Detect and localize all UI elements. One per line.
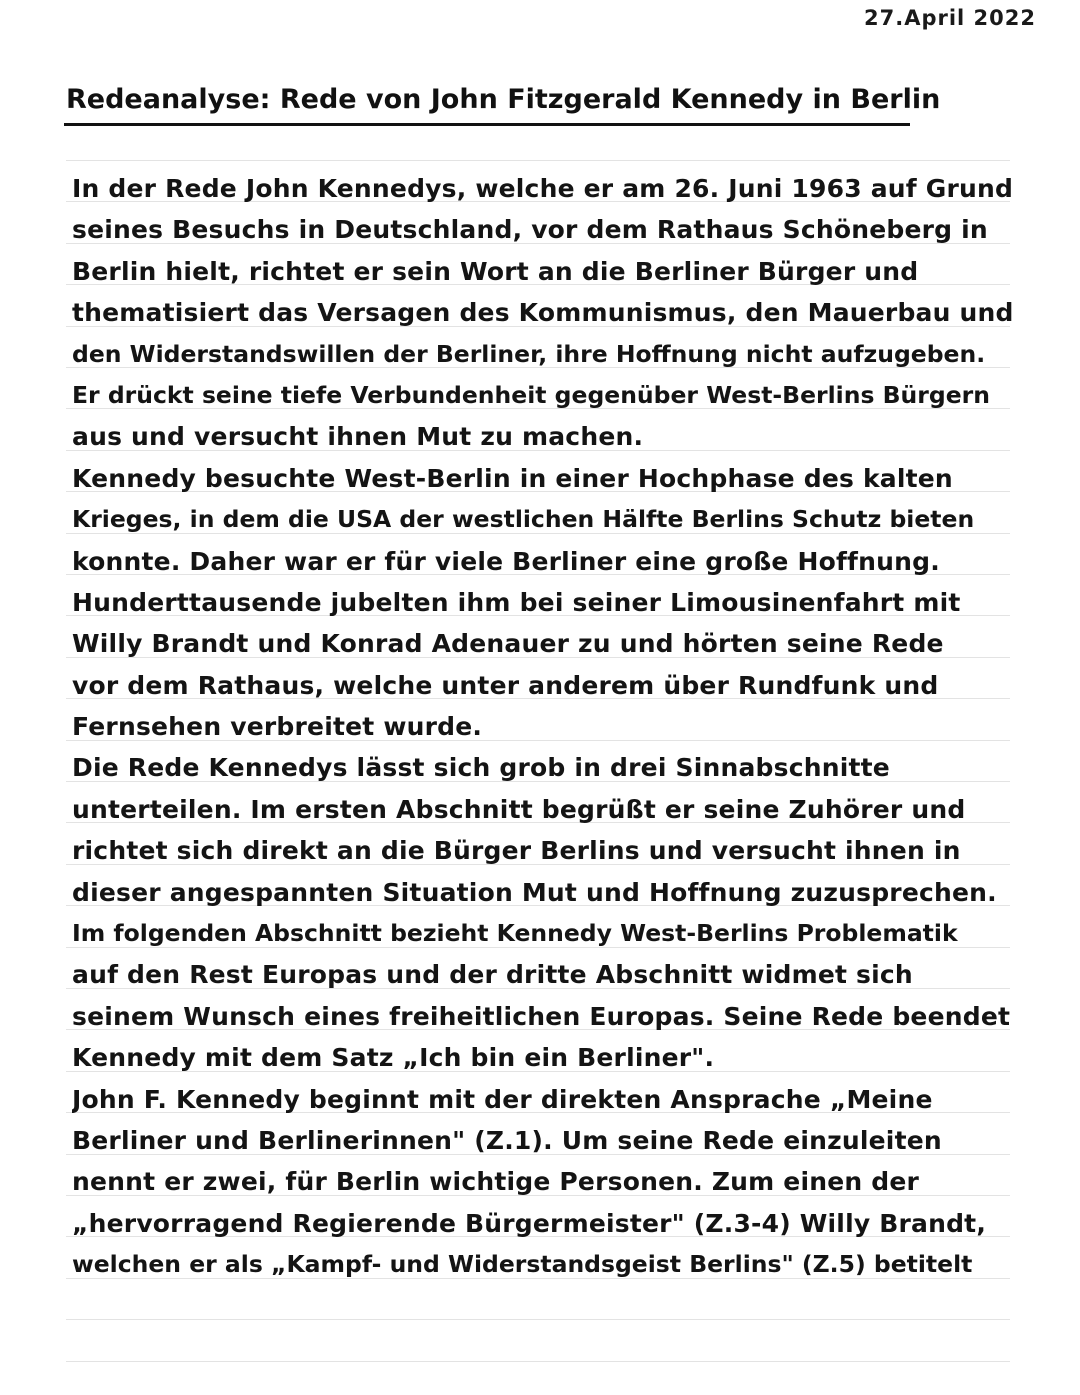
page-title: Redeanalyse: Rede von John Fitzgerald Kennedy in Berlin — [66, 84, 941, 115]
text-line: konnte. Daher war er für viele Berliner eine große Hoffnung. — [72, 546, 940, 576]
text-line: John F. Kennedy beginnt mit der direkten Ansprache „Meine — [72, 1084, 933, 1114]
text-line: Fernsehen verbreitet wurde. — [72, 712, 483, 742]
text-line: In der Rede John Kennedys, welche er am 26. Juni 1963 auf Grund — [72, 174, 1014, 203]
text-line: seines Besuchs in Deutschland, vor dem Rathaus Schöneberg in — [72, 215, 988, 245]
ruled-line — [66, 1319, 1010, 1320]
text-line: seinem Wunsch eines freiheitlichen Europas. Seine Rede beendet — [72, 1001, 1011, 1031]
text-line: Kennedy besuchte West-Berlin in einer Hochphase des kalten — [72, 463, 953, 493]
text-line: Er drückt seine tiefe Verbundenheit gegenüber West-Berlins Bürgern — [72, 380, 990, 409]
text-line: Kennedy mit dem Satz „Ich bin ein Berliner". — [72, 1043, 715, 1073]
text-line: Krieges, in dem die USA der westlichen Hälfte Berlins Schutz bieten — [72, 505, 975, 534]
text-line: Die Rede Kennedys lässt sich grob in drei Sinnabschnitte — [72, 753, 890, 783]
text-line: welchen er als „Kampf- und Widerstandsgeist Berlins" (Z.5) betitelt — [72, 1250, 973, 1279]
text-line: Berlin hielt, richtet er sein Wort an die Berliner Bürger und — [72, 256, 919, 286]
text-line: aus und versucht ihnen Mut zu machen. — [72, 422, 644, 452]
text-line: Willy Brandt und Konrad Adenauer zu und hörten seine Rede — [72, 629, 944, 659]
text-line: thematisiert das Versagen des Kommunismus, den Mauerbau und — [72, 298, 1014, 328]
text-line: dieser angespannten Situation Mut und Hoffnung zuzusprechen. — [72, 877, 997, 907]
ruled-line — [66, 1361, 1010, 1362]
text-line: Berliner und Berlinerinnen" (Z.1). Um seine Rede einzuleiten — [72, 1125, 942, 1155]
text-line: „hervorragend Regierende Bürgermeister" (Z.3-4) Willy Brandt, — [72, 1208, 987, 1238]
text-line: Im folgenden Abschnitt bezieht Kennedy West-Berlins Problematik — [72, 919, 958, 948]
text-line: unterteilen. Im ersten Abschnitt begrüßt er seine Zuhörer und — [72, 794, 966, 824]
text-line: richtet sich direkt an die Bürger Berlins und versucht ihnen in — [72, 836, 961, 866]
text-line: auf den Rest Europas und der dritte Abschnitt widmet sich — [72, 960, 913, 990]
text-line: vor dem Rathaus, welche unter anderem über Rundfunk und — [72, 670, 939, 700]
date-label: 27.April 2022 — [864, 6, 1036, 30]
text-line: Hunderttausende jubelten ihm bei seiner Limousinenfahrt mit — [72, 587, 961, 617]
ruled-line — [66, 160, 1010, 161]
title-underline — [64, 123, 910, 126]
essay-body — [72, 168, 1022, 1286]
text-line: den Widerstandswillen der Berliner, ihre Hoffnung nicht aufzugeben. — [72, 339, 986, 368]
text-line: nennt er zwei, für Berlin wichtige Personen. Zum einen der — [72, 1167, 920, 1197]
